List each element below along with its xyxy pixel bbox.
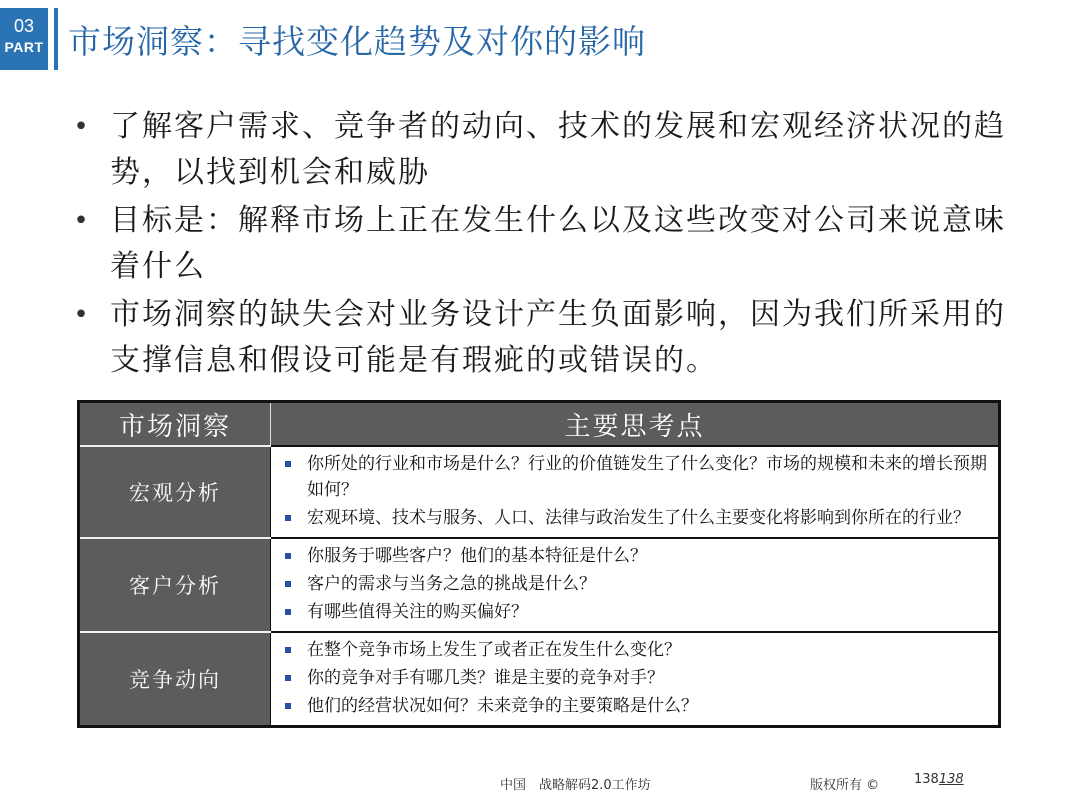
bullet-text: 目标是：解释市场上正在发生什么以及这些改变对公司来说意味着什么 <box>110 203 1006 284</box>
question-item <box>283 505 990 531</box>
page-number <box>914 772 964 787</box>
square-bullet-icon <box>285 703 291 709</box>
question-item <box>283 571 990 597</box>
row-category: 宏观分析 <box>79 446 271 538</box>
market-insight-table <box>77 400 1001 728</box>
table-row <box>79 538 1000 632</box>
question-text: 在整个竞争市场上发生了或者正在发生什么变化？ <box>307 640 681 660</box>
bullet-text: 市场洞察的缺失会对业务设计产生负面影响，因为我们所采用的支撑信息和假设可能是有瑕疵的或错误的。 <box>110 297 1006 378</box>
row-questions <box>271 632 1000 727</box>
square-bullet-icon <box>285 609 291 615</box>
square-bullet-icon <box>285 581 291 587</box>
bullet-dot-icon: • <box>73 112 91 142</box>
question-item <box>283 693 990 719</box>
table-row <box>79 632 1000 727</box>
bullet-text: 了解客户需求、竞争者的动向、技术的发展和宏观经济状况的趋势，以找到机会和威胁 <box>110 109 1006 190</box>
square-bullet-icon <box>285 553 291 559</box>
bullet-item <box>72 198 1012 290</box>
row-questions <box>271 446 1000 538</box>
question-text: 他们的经营状况如何？未来竞争的主要策略是什么？ <box>307 696 698 716</box>
page-number-overlay: 138 <box>938 772 964 787</box>
bullet-item <box>72 292 1012 384</box>
square-bullet-icon <box>285 647 291 653</box>
row-questions <box>271 538 1000 632</box>
slide-title: 市场洞察：寻找变化趋势及对你的影响 <box>68 22 646 61</box>
page-number-text: 138 <box>914 772 939 787</box>
square-bullet-icon <box>285 515 291 521</box>
bullet-dot-icon: • <box>73 206 91 236</box>
square-bullet-icon <box>285 461 291 467</box>
question-text: 宏观环境、技术与服务、人口、法律与政治发生了什么主要变化将影响到你所在的行业？ <box>307 508 970 528</box>
bullet-dot-icon: • <box>73 300 91 330</box>
question-text: 客户的需求与当务之急的挑战是什么？ <box>307 574 596 594</box>
table-header-points: 主要思考点 <box>271 402 1000 447</box>
question-text: 你服务于哪些客户？他们的基本特征是什么？ <box>307 546 647 566</box>
question-item <box>283 543 990 569</box>
question-item <box>283 665 990 691</box>
section-label: PART <box>4 39 44 55</box>
question-item <box>283 451 990 503</box>
question-text: 有哪些值得关注的购买偏好？ <box>307 602 528 622</box>
bullet-list <box>72 104 1012 386</box>
section-badge <box>0 8 48 70</box>
question-text: 你所处的行业和市场是什么？行业的价值链发生了什么变化？市场的规模和未来的增长预期如何？ <box>307 454 987 500</box>
footer-org: 中国 战略解码2.0工作坊 <box>500 778 651 793</box>
row-category: 竞争动向 <box>79 632 271 727</box>
table-row <box>79 446 1000 538</box>
table-header-category: 市场洞察 <box>79 402 271 447</box>
question-item <box>283 637 990 663</box>
question-text: 你的竞争对手有哪几类？谁是主要的竞争对手？ <box>307 668 664 688</box>
bullet-item <box>72 104 1012 196</box>
row-category: 客户分析 <box>79 538 271 632</box>
question-item <box>283 599 990 625</box>
title-accent-bar <box>54 8 58 70</box>
footer-copyright: 版权所有 © <box>810 778 880 793</box>
table-header-row <box>79 402 1000 447</box>
square-bullet-icon <box>285 675 291 681</box>
section-number: 03 <box>13 16 35 36</box>
